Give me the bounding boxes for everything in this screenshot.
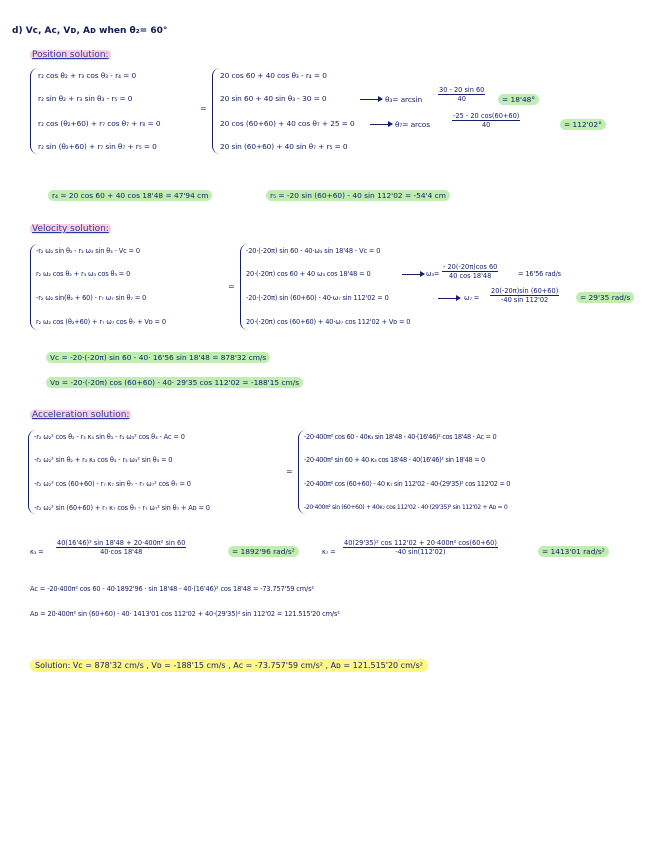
equals-sign: =: [228, 282, 235, 291]
velocity-left-eq-1: -r₂ ω₂ sin θ₂ - r₃ ω₃ sin θ₃ - Vᴄ = 0: [36, 247, 140, 255]
omega3-result: = 16'56 rad/s: [518, 270, 561, 278]
acceleration-left-eq-2: -r₂ ω₂² sin θ₂ + r₃ κ₃ cos θ₃ - r₃ ω₃² sin θ₃ = 0: [34, 456, 173, 464]
theta7-numerator: -25 - 20 cos(60+60): [453, 112, 520, 120]
omega3-denominator: 40 cos 18'48: [449, 272, 492, 280]
kappa7-result: = 1413'01 rad/s²: [538, 546, 609, 557]
theta7-label: θ₇= arcos: [395, 120, 430, 129]
arrow-icon: [402, 274, 424, 275]
vd-result: Vᴅ = -20·(-20π) cos (60+60) - 40· 29'35 cos 112'02 = -188'15 cm/s: [46, 377, 303, 388]
final-solution: Solution: Vᴄ = 878'32 cm/s , Vᴅ = -188'15 cm/s , Aᴄ = -73.757'59 cm/s² , Aᴅ = 121.515'20 cm/s²: [30, 659, 428, 672]
kappa3-denominator: 40·cos 18'48: [100, 548, 143, 556]
acceleration-left-brace: [28, 430, 37, 514]
theta3-denominator: 40: [457, 95, 466, 103]
kappa7-label: κ₇ =: [322, 548, 336, 556]
position-left-eq-3: r₂ cos (θ₂+60) + r₇ cos θ₇ + r₈ = 0: [38, 119, 161, 128]
ac-result: Aᴄ = -20·400π² cos 60 - 40·1892'96 · sin 18'48 - 40·(16'46)² cos 18'48 = -73.757'59 cm/s²: [30, 585, 314, 593]
position-left-eq-1: r₂ cos θ₂ + r₃ cos θ₃ - r₄ = 0: [38, 71, 137, 80]
omega7-label: ω₇ =: [464, 294, 480, 302]
acceleration-right-eq-3: -20·400π² cos (60+60) - 40 κ₇ sin 112'02 - 40·(29'35)² cos 112'02 = 0: [304, 480, 511, 488]
position-right-eq-2: 20 sin 60 + 40 sin θ₃ - 30 = 0: [220, 94, 327, 103]
kappa7-fraction: [343, 539, 498, 556]
velocity-heading: Velocity solution:: [32, 224, 109, 234]
arrow-icon: [438, 298, 460, 299]
velocity-right-eq-4: 20·(-20π) cos (60+60) + 40·ω₇ cos 112'02 + Vᴅ = 0: [246, 318, 411, 326]
omega7-fraction: [490, 287, 559, 304]
theta7-denominator: 40: [481, 121, 491, 129]
kappa7-denominator: -40 sin(112'02): [395, 548, 446, 556]
velocity-right-eq-1: -20·(-20π) sin 60 - 40·ω₃ sin 18'48 - Vᴄ = 0: [246, 247, 381, 255]
theta3-result: = 18'48°: [498, 94, 539, 105]
theta3-label: θ₃= arcsin: [385, 95, 423, 104]
position-left-eq-2: r₂ sin θ₂ + r₃ sin θ₃ - r₅ = 0: [38, 94, 133, 103]
equals-sign: =: [286, 467, 293, 476]
acceleration-right-eq-2: -20·400π² sin 60 + 40 κ₃ cos 18'48 - 40(16'46)² sin 18'48 = 0: [304, 456, 485, 464]
arrow-icon: [370, 124, 392, 125]
kappa3-result: = 1892'96 rad/s²: [228, 546, 299, 557]
acceleration-right-eq-1: -20·400π² cos 60 - 40κ₃ sin 18'48 - 40·(16'46)² cos 18'48 - Aᴄ = 0: [304, 433, 497, 441]
velocity-left-eq-2: r₂ ω₂ cos θ₂ + r₃ ω₃ cos θ₃ = 0: [36, 270, 131, 278]
theta7-result: = 112'02°: [560, 119, 606, 130]
position-left-eq-4: r₂ sin (θ₂+60) + r₇ sin θ₇ + r₅ = 0: [38, 142, 157, 151]
velocity-left-eq-3: -r₂ ω₂ sin(θ₂ + 60) - r₇ ω₇ sin θ₇ = 0: [36, 294, 147, 302]
theta3-numerator: 30 - 20 sin 60: [439, 86, 485, 94]
kappa3-label: κ₃ =: [30, 548, 44, 556]
acceleration-left-eq-3: -r₂ ω₂² cos (60+60) - r₇ κ₇ sin θ₇ - r₇ ω₇² cos θ₇ = 0: [34, 480, 191, 488]
omega3-numerator: - 20(-20π)cos 60: [443, 263, 498, 271]
arrow-icon: [360, 99, 382, 100]
omega3-fraction: [442, 263, 498, 280]
r5-result: r₅ = -20 sin (60+60) - 40 sin 112'02 = -54'4 cm: [266, 190, 450, 201]
omega7-denominator: -40 sin 112'02: [501, 296, 549, 304]
acceleration-right-eq-4: -20·400π² sin (60+60) + 40κ₇ cos 112'02 - 40·(29'35)² sin 112'02 + Aᴅ = 0: [304, 504, 508, 511]
kappa3-fraction: [56, 539, 186, 556]
omega7-result: = 29'35 rad/s: [576, 292, 634, 303]
acceleration-right-brace: [298, 430, 307, 514]
position-right-eq-4: 20 sin (60+60) + 40 sin θ₇ + r₅ = 0: [220, 142, 348, 151]
r4-result: r₄ = 20 cos 60 + 40 cos 18'48 = 47'94 cm: [48, 190, 212, 201]
vc-result: Vᴄ = -20·(-20π) sin 60 - 40· 16'56 sin 18'48 = 878'32 cm/s: [46, 352, 270, 363]
velocity-right-eq-3: -20·(-20π) sin (60+60) - 40·ω₇ sin 112'02 = 0: [246, 294, 389, 302]
question-title: d) Vᴄ, Aᴄ, Vᴅ, Aᴅ when θ₂= 60°: [12, 26, 168, 36]
ad-result: Aᴅ = 20·400π² sin (60+60) - 40· 1413'01 cos 112'02 + 40·(29'35)² sin 112'02 = 121.515'20 cm/s²: [30, 610, 340, 618]
velocity-right-eq-2: 20·(-20π) cos 60 + 40 ω₃ cos 18'48 = 0: [246, 270, 371, 278]
position-heading: Position solution:: [32, 50, 109, 60]
equals-sign: =: [200, 104, 207, 113]
acceleration-left-eq-1: -r₂ ω₂² cos θ₂ - r₃ κ₃ sin θ₃ - r₃ ω₃² cos θ₃ - Aᴄ = 0: [34, 433, 185, 441]
kappa7-numerator: 40(29'35)² cos 112'02 + 20·400π² cos(60+60): [344, 539, 497, 547]
omega3-label: ω₃=: [426, 270, 440, 278]
theta7-fraction: [452, 112, 520, 129]
position-right-eq-1: 20 cos 60 + 40 cos θ₃ - r₄ = 0: [220, 71, 327, 80]
velocity-left-eq-4: r₂ ω₂ cos (θ₂+60) + r₇ ω₇ cos θ₇ + Vᴅ = 0: [36, 318, 166, 326]
acceleration-left-eq-4: -r₂ ω₂² sin (60+60) + r₇ κ₇ cos θ₇ - r₇ ω₇² sin θ₇ + Aᴅ = 0: [34, 504, 210, 512]
acceleration-heading: Acceleration solution:: [32, 410, 130, 420]
theta3-fraction: [438, 86, 485, 103]
omega7-numerator: 20(-20π)sin (60+60): [491, 287, 559, 295]
position-right-eq-3: 20 cos (60+60) + 40 cos θ₇ + 25 = 0: [220, 119, 355, 128]
kappa3-numerator: 40(16'46)² sin 18'48 + 20·400π² sin 60: [57, 539, 186, 547]
